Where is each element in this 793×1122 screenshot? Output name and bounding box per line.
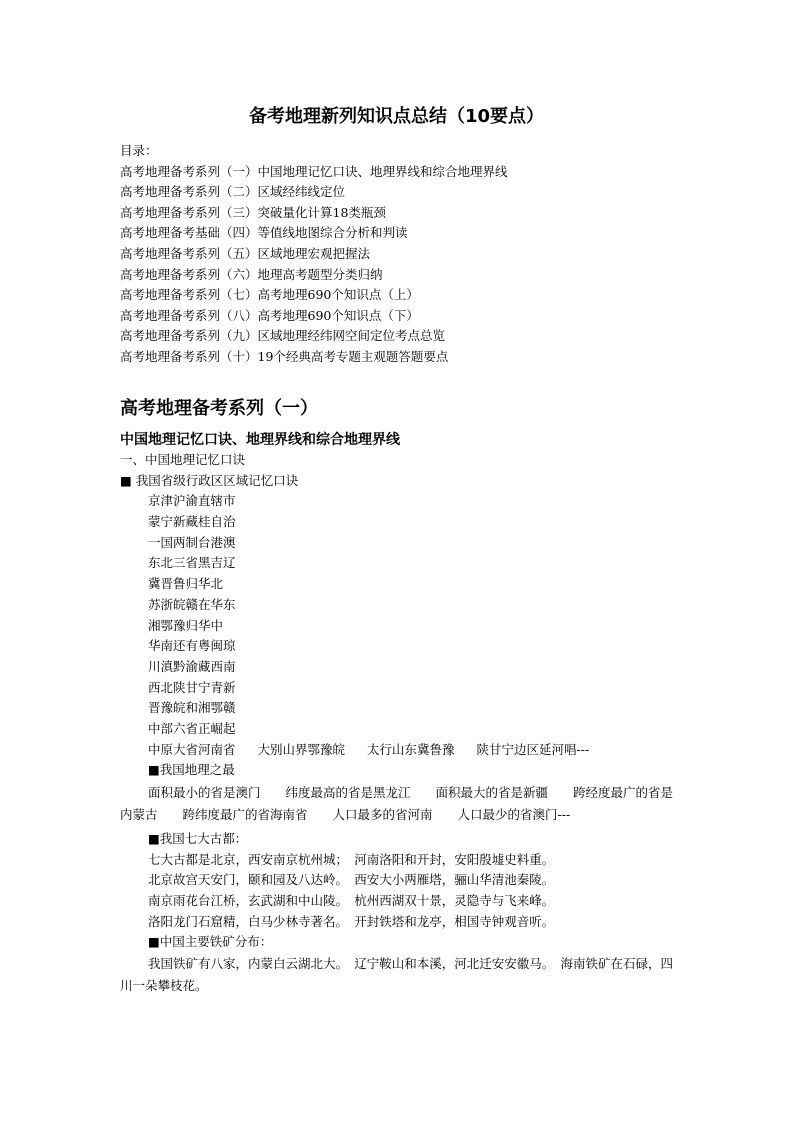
verse-line: 湘鄂豫归华中: [148, 617, 224, 633]
verse-line: 京津沪渝直辖市: [148, 493, 236, 509]
verse-line: 苏浙皖赣在华东: [148, 596, 236, 612]
toc-item: 高考地理备考系列（七）高考地理690个知识点（上）: [120, 287, 419, 303]
toc-item: 高考地理备考系列（六）地理高考题型分类归纳: [120, 266, 383, 282]
verse-phrase: 太行山东冀鲁豫: [367, 741, 455, 757]
toc-heading: 目录：: [120, 143, 158, 158]
verse-line: 一国两制台港澳: [148, 534, 236, 550]
toc-item: 高考地理备考系列（二）区域经纬线定位: [120, 184, 346, 200]
bullet-heading: ■中国主要铁矿分布：: [148, 934, 273, 950]
toc-item: 高考地理备考系列（五）区域地理宏观把握法: [120, 245, 371, 261]
capitals-line: 七大古都是北京，西安南京杭州城； 河南洛阳和开封，安阳殷墟史料重。: [148, 851, 555, 867]
verse-line-multi: [120, 740, 676, 761]
bullet-heading: ■ 我国省级行政区区域记忆口诀: [120, 472, 299, 488]
section-heading: 高考地理备考系列（一）: [120, 398, 318, 419]
toc-item: 高考地理备考基础（四）等值线地图综合分析和判读: [120, 225, 408, 241]
verse-line: 川滇黔渝藏西南: [148, 658, 236, 674]
toc-item: 高考地理备考系列（一）中国地理记忆口诀、地理界线和综合地理界线: [120, 163, 508, 179]
verse-line: 中部六省正崛起: [148, 720, 236, 736]
bullet-heading: ■我国七大古都：: [148, 831, 248, 846]
section-body: [120, 450, 676, 996]
section-subheading: 中国地理记忆口诀、地理界线和综合地理界线: [120, 432, 400, 448]
part-heading: 一、中国地理记忆口诀: [120, 452, 246, 467]
verse-line: 蒙宁新藏桂自治: [148, 514, 236, 530]
verse-line: 西北陕甘宁青新: [148, 679, 236, 695]
iron-ore-paragraph: 我国铁矿有八家，内蒙白云湖北大。 辽宁鞍山和本溪，河北迁安安徽马。 海南铁矿在石碌，四川一朵攀枝花。: [120, 956, 674, 993]
toc-item: 高考地理备考系列（三）突破量化计算18类瓶颈: [120, 204, 386, 220]
bullet-heading: ■我国地理之最: [148, 762, 235, 778]
capitals-line: 洛阳龙门石窟精，白马少林寺著名。 开封铁塔和龙亭，相国寺钟观音听。: [148, 913, 555, 929]
verse-phrase: 陕甘宁边区延河唱---: [476, 741, 590, 757]
geography-records-paragraph: 面积最小的省是澳门 纬度最高的省是黑龙江 面积最大的省是新疆 跨经度最广的省是内蒙古 跨纬度最广的省海南省 人口最多的省河南 人口最少的省澳门---: [120, 785, 674, 822]
verse-line: 冀晋鲁归华北: [148, 576, 224, 592]
document-title: 备考地理新列知识点总结（10要点）: [248, 106, 545, 127]
verse-phrase: 中原大省河南省: [148, 741, 236, 757]
toc-item: 高考地理备考系列（八）高考地理690个知识点（下）: [120, 307, 419, 323]
verse-phrase: 大别山界鄂豫皖: [257, 741, 346, 757]
verse-line: 华南还有粤闽琼: [148, 638, 236, 654]
verse-line: 晋豫皖和湘鄂赣: [148, 700, 236, 716]
toc-item: 高考地理备考系列（十）19个经典高考专题主观题答题要点: [120, 348, 449, 364]
toc-item: 高考地理备考系列（九）区域地理经纬网空间定位考点总览: [120, 328, 446, 344]
verse-line: 东北三省黑吉辽: [148, 555, 236, 571]
capitals-line: 南京雨花台江桥，玄武湖和中山陵。 杭州西湖双十景，灵隐寺与飞来峰。: [148, 893, 555, 909]
capitals-line: 北京故宫天安门，颐和园及八达岭。 西安大小两雁塔，骊山华清池秦陵。: [148, 872, 555, 888]
table-of-contents: [120, 141, 508, 368]
